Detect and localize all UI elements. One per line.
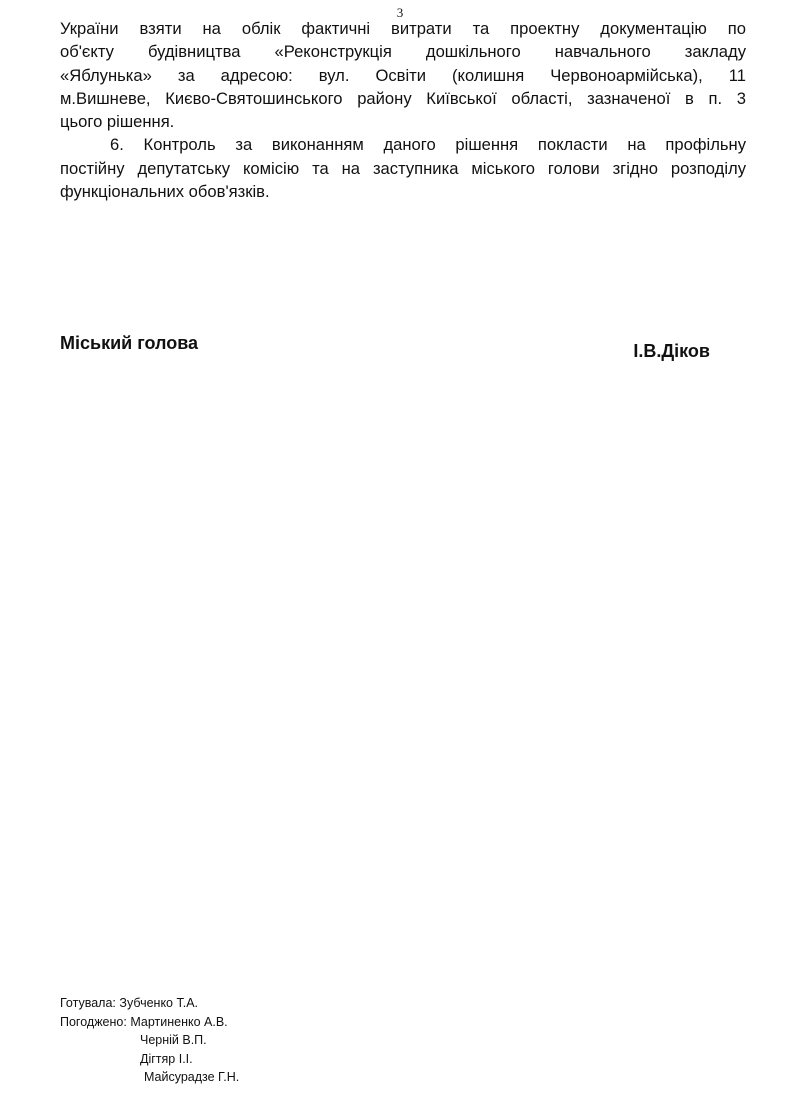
agreed-by-name: Черній В.П.	[140, 1033, 207, 1047]
agreed-by-name: Мартиненко А.В.	[130, 1014, 228, 1029]
decision-text	[60, 17, 746, 203]
prepared-by: Зубченко Т.А.	[119, 996, 199, 1010]
text-line: 6. Контроль за виконанням даного рішення покласти на профільну	[110, 135, 746, 155]
text-line: функціональних обов'язків.	[60, 182, 270, 202]
agreed-label: Погоджено:	[60, 1014, 127, 1029]
page-number: 3	[396, 5, 404, 20]
approvals-block	[60, 994, 239, 1087]
paragraph-control	[60, 133, 746, 203]
text-line: постійну депутатську комісію та на заступника міського голови згідно розподілу	[60, 158, 746, 178]
agreed-row	[60, 1013, 239, 1032]
paragraph-accounting	[60, 17, 746, 133]
text-line: «Яблунька» за адресою: вул. Освіти (колишня Червоноармійська), 11	[60, 65, 746, 85]
text-line: об'єкту будівництва «Реконструкція дошкільного навчального закладу	[60, 42, 746, 62]
text-line: України взяти на облік фактичні витрати та проектну документацію по	[60, 19, 746, 38]
text-line: м.Вишневе, Києво-Святошинського району Київської області, зазначеної в п. 3	[60, 88, 746, 108]
agreed-by-name: Майсурадзе Г.Н.	[144, 1070, 240, 1084]
text-line: цього рішення.	[60, 112, 175, 132]
signatory-name: І.В.Діков	[633, 341, 710, 361]
prepared-label: Готувала:	[60, 996, 116, 1010]
signature-block	[60, 333, 710, 363]
signatory-title: Міський голова	[60, 333, 199, 353]
agreed-by-name: Дігтяр І.І.	[140, 1051, 193, 1066]
prepared-row	[60, 994, 239, 1013]
